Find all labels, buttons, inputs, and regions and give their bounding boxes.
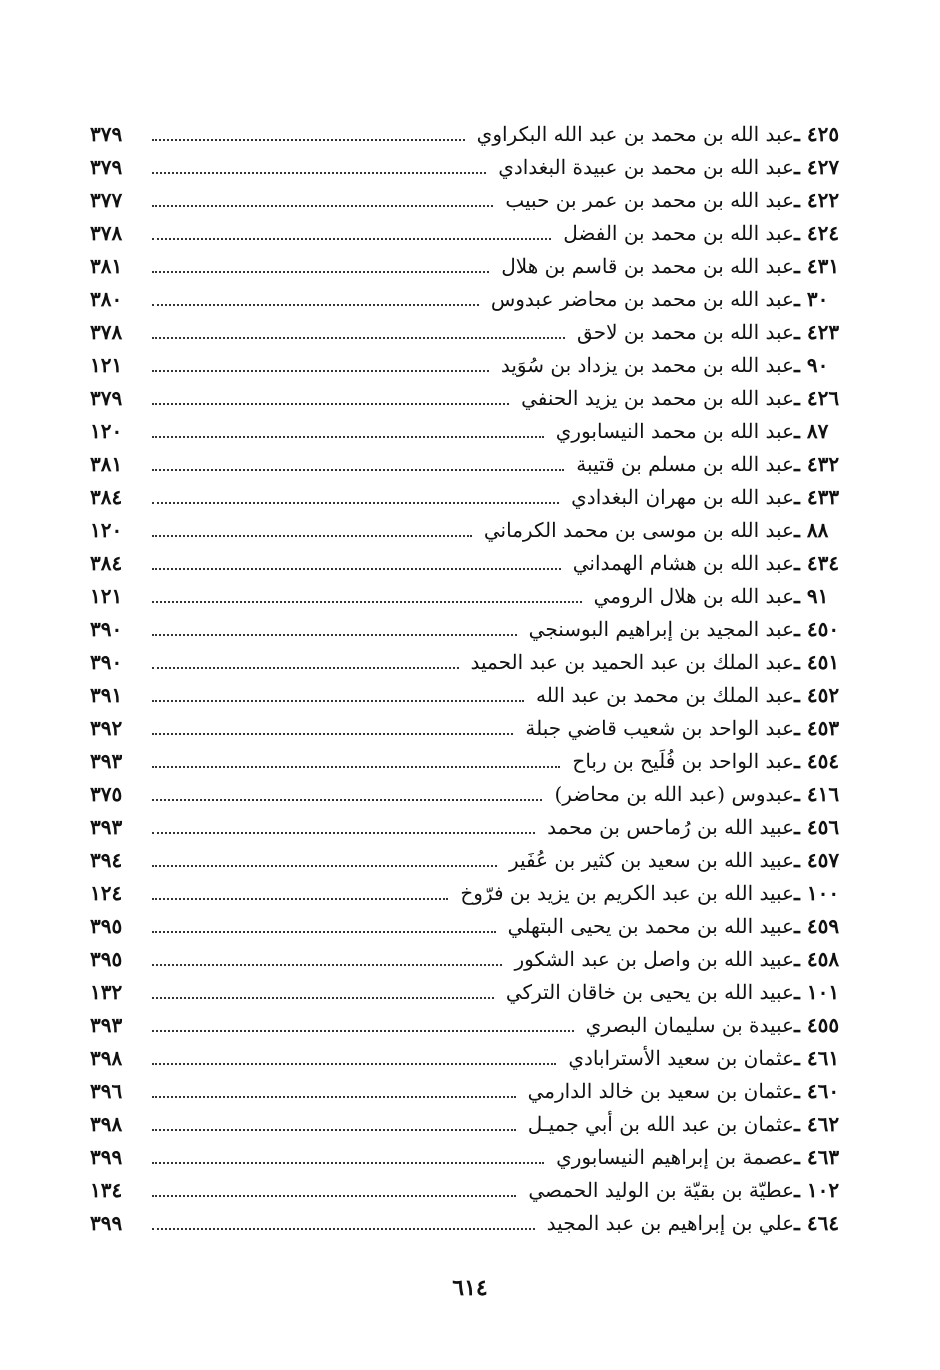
entry-page: ٣٩٥ xyxy=(90,946,123,971)
page-number: ٦١٤ xyxy=(452,1275,488,1301)
index-entry xyxy=(90,1173,842,1206)
entry-name: عبد الله بن هشام الهمداني xyxy=(572,550,794,575)
entry-number: ٤٥٦ ـ xyxy=(794,814,840,839)
index-entry xyxy=(90,414,842,447)
entry-page: ٣٩٣ xyxy=(90,814,123,839)
index-entry xyxy=(90,513,842,546)
entry-page: ٣٨٤ xyxy=(90,484,123,509)
entry-number: ٤٥٣ ـ xyxy=(794,715,840,740)
entry-page: ٣٩٩ xyxy=(90,1144,123,1169)
index-entry xyxy=(90,1074,842,1107)
entry-page: ١٣٤ xyxy=(90,1177,123,1202)
entry-name: عبد الواحد بن شعيب قاضي جبلة xyxy=(525,715,794,740)
index-entry xyxy=(90,711,842,744)
index-entry xyxy=(90,843,842,876)
entry-number: ٤٦٤ ـ xyxy=(794,1210,840,1235)
entry-page: ٣٨٤ xyxy=(90,550,123,575)
dot-leader xyxy=(152,337,565,339)
index-entry xyxy=(90,315,842,348)
index-list xyxy=(90,117,842,1239)
dot-leader xyxy=(152,931,496,933)
dot-leader xyxy=(152,733,513,735)
entry-page: ٣٩٣ xyxy=(90,748,123,773)
index-entry xyxy=(90,1008,842,1041)
index-entry xyxy=(90,447,842,480)
entry-number: ٤٣٤ ـ xyxy=(794,550,840,575)
entry-name: عبد الملك بن عبد الحميد بن عبد الحميد xyxy=(470,649,794,674)
entry-number: ٩٠ ـ xyxy=(794,352,829,377)
entry-number: ٤١٦ ـ xyxy=(794,781,840,806)
entry-number: ١٠٠ ـ xyxy=(794,880,840,905)
dot-leader xyxy=(152,304,479,306)
dot-leader xyxy=(152,502,559,504)
entry-name: عبد المجيد بن إبراهيم البوسنجي xyxy=(528,616,794,641)
dot-leader xyxy=(152,1030,574,1032)
entry-page: ٣٩٦ xyxy=(90,1078,123,1103)
index-entry xyxy=(90,183,842,216)
dot-leader xyxy=(152,436,544,438)
entry-number: ٤٥٢ ـ xyxy=(794,682,840,707)
entry-name: عبد الله بن محمد النيسابوري xyxy=(555,418,794,443)
index-entry xyxy=(90,579,842,612)
entry-name: عبد الله بن محمد بن عبيدة البغدادي xyxy=(498,154,794,179)
entry-number: ٣٠ ـ xyxy=(794,286,829,311)
entry-page: ٣٧٨ xyxy=(90,319,123,344)
entry-number: ٤٦٠ ـ xyxy=(794,1078,840,1103)
entry-name: عطيّة بن بقيّة بن الوليد الحمصي xyxy=(528,1177,794,1202)
entry-number: ٤٦١ ـ xyxy=(794,1045,840,1070)
entry-name: عبد الله بن هلال الرومي xyxy=(593,583,794,608)
entry-number: ٨٨ ـ xyxy=(794,517,829,542)
index-entry xyxy=(90,150,842,183)
dot-leader xyxy=(152,898,448,900)
index-entry xyxy=(90,942,842,975)
entry-name: علي بن إبراهيم بن عبد المجيد xyxy=(546,1210,794,1235)
index-entry xyxy=(90,678,842,711)
entry-name: عبد الله بن مسلم بن قتيبة xyxy=(576,451,794,476)
dot-leader xyxy=(152,1063,556,1065)
entry-number: ٤٥٠ ـ xyxy=(794,616,840,641)
index-entry xyxy=(90,909,842,942)
dot-leader xyxy=(152,139,465,141)
index-entry xyxy=(90,1107,842,1140)
dot-leader xyxy=(152,1195,516,1197)
index-entry xyxy=(90,249,842,282)
entry-number: ٩١ ـ xyxy=(794,583,829,608)
entry-number: ٤٢٢ ـ xyxy=(794,187,840,212)
entry-page: ٣٩٠ xyxy=(90,616,123,641)
index-entry xyxy=(90,1140,842,1173)
index-entry xyxy=(90,810,842,843)
entry-number: ٤٣٣ ـ xyxy=(794,484,840,509)
entry-page: ٣٨٠ xyxy=(90,286,123,311)
entry-number: ٤٣١ ـ xyxy=(794,253,840,278)
entry-page: ١٢٠ xyxy=(90,517,123,542)
dot-leader xyxy=(152,271,489,273)
dot-leader xyxy=(152,172,486,174)
entry-page: ٣٩٣ xyxy=(90,1012,123,1037)
entry-page: ٣٩١ xyxy=(90,682,123,707)
entry-name: عبيد الله بن محمد بن يحيى البتهلي xyxy=(507,913,794,938)
entry-number: ٤٢٥ ـ xyxy=(794,121,840,146)
dot-leader xyxy=(152,766,560,768)
entry-page: ١٢٠ xyxy=(90,418,123,443)
entry-number: ٤٦٢ ـ xyxy=(794,1111,840,1136)
entry-page: ٣٨١ xyxy=(90,451,123,476)
entry-number: ٤٢٧ ـ xyxy=(794,154,840,179)
entry-number: ٤٥٧ ـ xyxy=(794,847,840,872)
index-entry xyxy=(90,744,842,777)
entry-number: ٤٢٤ ـ xyxy=(794,220,840,245)
index-entry xyxy=(90,117,842,150)
index-entry xyxy=(90,1206,842,1239)
dot-leader xyxy=(152,1129,516,1131)
entry-name: عثمان بن سعيد بن خالد الدارمي xyxy=(527,1078,794,1103)
entry-page: ٣٧٩ xyxy=(90,121,123,146)
entry-number: ٤٥١ ـ xyxy=(794,649,840,674)
dot-leader xyxy=(152,865,497,867)
entry-page: ٣٩٤ xyxy=(90,847,123,872)
index-entry xyxy=(90,546,842,579)
entry-name: عبيد الله بن واصل بن عبد الشكور xyxy=(514,946,794,971)
index-entry xyxy=(90,975,842,1008)
entry-page: ٣٧٥ xyxy=(90,781,123,806)
dot-leader xyxy=(152,601,582,603)
entry-name: عثمان بن عبد الله بن أبي جميـل xyxy=(527,1111,794,1136)
index-entry xyxy=(90,612,842,645)
dot-leader xyxy=(152,667,459,669)
index-entry xyxy=(90,777,842,810)
dot-leader xyxy=(152,1228,535,1230)
entry-number: ٤٢٣ ـ xyxy=(794,319,840,344)
entry-page: ٣٩٩ xyxy=(90,1210,123,1235)
entry-page: ١٢١ xyxy=(90,352,123,377)
dot-leader xyxy=(152,1162,544,1164)
entry-name: عبدوس (عبد الله بن محاضر) xyxy=(554,781,794,806)
dot-leader xyxy=(152,568,561,570)
entry-page: ٣٩٥ xyxy=(90,913,123,938)
entry-page: ٣٩٨ xyxy=(90,1111,123,1136)
dot-leader xyxy=(152,535,472,537)
entry-page: ١٢١ xyxy=(90,583,123,608)
entry-name: عبد الله بن محمد بن يزداد بن سُوَيد xyxy=(500,352,794,377)
entry-number: ٤٣٢ ـ xyxy=(794,451,840,476)
entry-name: عبد الله بن محمد بن محاضر عبدوس xyxy=(490,286,794,311)
entry-page: ٣٩٢ xyxy=(90,715,123,740)
entry-name: عبد الله بن محمد بن لاحق xyxy=(577,319,794,344)
entry-number: ٤٥٩ ـ xyxy=(794,913,840,938)
entry-number: ٤٥٨ ـ xyxy=(794,946,840,971)
index-entry xyxy=(90,480,842,513)
entry-page: ١٢٤ xyxy=(90,880,123,905)
entry-page: ١٣٢ xyxy=(90,979,123,1004)
index-entry xyxy=(90,381,842,414)
entry-name: عبد الله بن محمد بن عمر بن حبيب xyxy=(505,187,794,212)
index-entry xyxy=(90,216,842,249)
entry-name: عبيد الله بن رُماحس بن محمد xyxy=(547,814,794,839)
entry-name: عبيد الله بن عبد الكريم بن يزيد بن فرّوخ xyxy=(460,880,794,905)
entry-number: ٤٢٦ ـ xyxy=(794,385,840,410)
dot-leader xyxy=(152,238,551,240)
dot-leader xyxy=(152,799,542,801)
dot-leader xyxy=(152,997,494,999)
entry-name: عبد الملك بن محمد بن عبد الله xyxy=(535,682,794,707)
entry-name: عبد الله بن مهران البغدادي xyxy=(571,484,794,509)
entry-name: عبد الله بن محمد بن الفضل xyxy=(563,220,794,245)
dot-leader xyxy=(152,370,489,372)
entry-name: عبد الله بن محمد بن عبد الله البكراوي xyxy=(476,121,794,146)
entry-name: عبيد الله بن يحيى بن خاقان التركي xyxy=(505,979,794,1004)
index-entry xyxy=(90,876,842,909)
entry-page: ٣٧٧ xyxy=(90,187,123,212)
entry-name: عبد الله بن محمد بن يزيد الحنفي xyxy=(521,385,794,410)
dot-leader xyxy=(152,469,564,471)
dot-leader xyxy=(152,964,502,966)
entry-name: عبيدة بن سليمان البصري xyxy=(585,1012,794,1037)
entry-number: ٤٦٣ ـ xyxy=(794,1144,840,1169)
entry-page: ٣٩٠ xyxy=(90,649,123,674)
entry-page: ٣٧٩ xyxy=(90,385,123,410)
index-entry xyxy=(90,282,842,315)
dot-leader xyxy=(152,634,517,636)
entry-name: عبد الله بن محمد بن قاسم بن هلال xyxy=(501,253,794,278)
entry-number: ١٠١ ـ xyxy=(794,979,840,1004)
index-entry xyxy=(90,1041,842,1074)
entry-page: ٣٨١ xyxy=(90,253,123,278)
dot-leader xyxy=(152,1096,516,1098)
index-entry xyxy=(90,645,842,678)
index-entry xyxy=(90,348,842,381)
dot-leader xyxy=(152,700,524,702)
dot-leader xyxy=(152,403,509,405)
entry-name: عصمة بن إبراهيم النيسابوري xyxy=(556,1144,794,1169)
entry-number: ٤٥٥ ـ xyxy=(794,1012,840,1037)
entry-page: ٣٧٨ xyxy=(90,220,123,245)
entry-name: عبيد الله بن سعيد بن كثير بن عُفَير xyxy=(508,847,794,872)
entry-number: ٤٥٤ ـ xyxy=(794,748,840,773)
entry-name: عبد الله بن موسى بن محمد الكرماني xyxy=(483,517,794,542)
entry-name: عبد الواحد بن فُلَيح بن رباح xyxy=(572,748,794,773)
entry-number: ٨٧ ـ xyxy=(794,418,829,443)
entry-page: ٣٧٩ xyxy=(90,154,123,179)
entry-name: عثمان بن سعيد الأسترابادي xyxy=(568,1045,794,1070)
dot-leader xyxy=(152,832,535,834)
entry-number: ١٠٢ ـ xyxy=(794,1177,840,1202)
dot-leader xyxy=(152,205,493,207)
entry-page: ٣٩٨ xyxy=(90,1045,123,1070)
